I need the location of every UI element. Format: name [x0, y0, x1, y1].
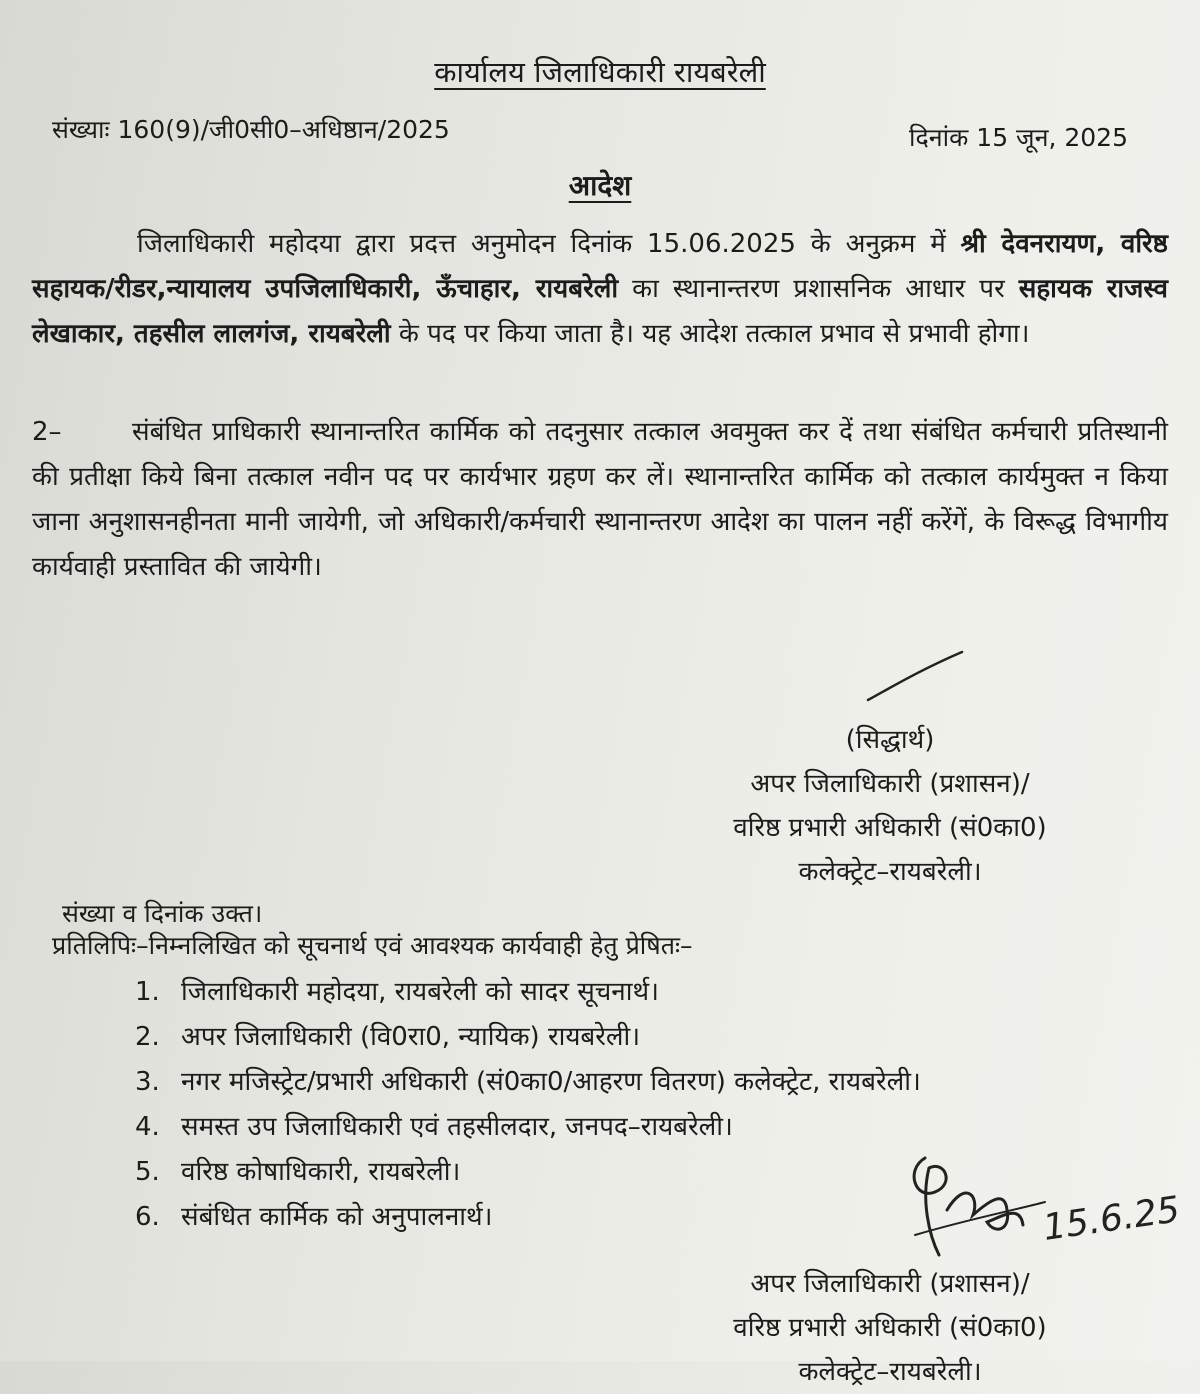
signatory-designation: अपर जिलाधिकारी (प्रशासन)/ — [750, 1269, 1030, 1299]
signature-block-2 — [680, 1262, 1100, 1394]
new-post: सहायक राजस्व लेखाकार, तहसील लालगंज, रायबरेली — [32, 274, 1169, 349]
order-date: दिनांक 15 जून, 2025 — [909, 123, 1128, 152]
list-item: 3. नगर मजिस्ट्रेट/प्रभारी अधिकारी (सं0का0/आहरण वितरण) कलेक्ट्रेट, रायबरेली। — [135, 1067, 921, 1097]
order-heading: आदेश — [568, 169, 632, 202]
copy-reference: संख्या व दिनांक उक्त। — [62, 899, 263, 928]
list-item: 4. समस्त उप जिलाधिकारी एवं तहसीलदार, जनपद–रायबरेली। — [135, 1112, 733, 1142]
paragraph2-text: संबंधित प्राधिकारी स्थानान्तरित कार्मिक को तदनुसार तत्काल अवमुक्त कर दें तथा संबंधित कर्मचारी प्रतिस्थानी की प्रतीक्षा किये बिना तत्काल नवीन पद पर कार्यभार ग्रहण कर लें। स्थानान्तरित कार्मिक को तत्काल कार्यमुक्त न किया जाना अनुशासनहीनता मानी जायेगी, जो अधिकारी/कर्मचारी स्थानान्तरण आदेश का पालन नहीं करेंगें, के विरूद्ध विभागीय कार्यवाही प्रस्तावित की जायेगी। — [32, 417, 1168, 582]
copy-heading: प्रतिलिपिः–निम्नलिखित को सूचनार्थ एवं आवश्यक कार्यवाही हेतु प्रेषितः– — [52, 931, 693, 960]
list-item: 6. संबंधित कार्मिक को अनुपालनार्थ। — [135, 1202, 493, 1232]
signatory-office: कलेक्ट्रेट–रायबरेली। — [798, 1357, 982, 1387]
paragraph-number: 2– — [32, 417, 62, 447]
signatory-charge: वरिष्ठ प्रभारी अधिकारी (सं0का0) — [733, 1313, 1047, 1343]
employee-name-post: श्री देवनरायण, वरिष्ठ सहायक/रीडर,न्यायालय उपजिलाधिकारी, ऊँचाहार, रायबरेली — [32, 229, 1168, 304]
signatory-name: (सिद्धार्थ) — [845, 725, 935, 755]
paragraph1-intro: जिलाधिकारी महोदया द्वारा प्रदत्त अनुमोदन दिनांक 15.06.2025 के अनुक्रम में — [137, 229, 946, 259]
paragraph1-mid: का स्थानान्तरण प्रशासनिक आधार पर — [632, 274, 1005, 304]
paragraph1-end: के पद पर किया जाता है। यह आदेश तत्काल प्रभाव से प्रभावी होगा। — [398, 319, 1030, 349]
order-paragraph-2 — [32, 410, 1168, 590]
copy-recipient-list — [135, 970, 921, 1240]
handwritten-signature — [895, 1140, 1185, 1270]
list-item: 2. अपर जिलाधिकारी (वि0रा0, न्यायिक) रायबरेली। — [135, 1022, 641, 1052]
reference-number: संख्याः 160(9)/जी0सी0–अधिष्ठान/2025 — [52, 115, 450, 144]
order-paragraph-1 — [32, 222, 1168, 357]
signatory-charge: वरिष्ठ प्रभारी अधिकारी (सं0का0) — [733, 813, 1047, 843]
signatory-designation: अपर जिलाधिकारी (प्रशासन)/ — [750, 769, 1030, 799]
signature-block-1 — [680, 718, 1100, 894]
list-item: 1. जिलाधिकारी महोदया, रायबरेली को सादर सूचनार्थ। — [135, 977, 659, 1007]
handwritten-date: 15.6.25 — [1040, 1189, 1183, 1249]
signature-mark — [860, 648, 970, 708]
office-title: कार्यालय जिलाधिकारी रायबरेली — [434, 55, 766, 89]
list-item: 5. वरिष्ठ कोषाधिकारी, रायबरेली। — [135, 1157, 461, 1187]
signatory-office: कलेक्ट्रेट–रायबरेली। — [798, 857, 982, 887]
